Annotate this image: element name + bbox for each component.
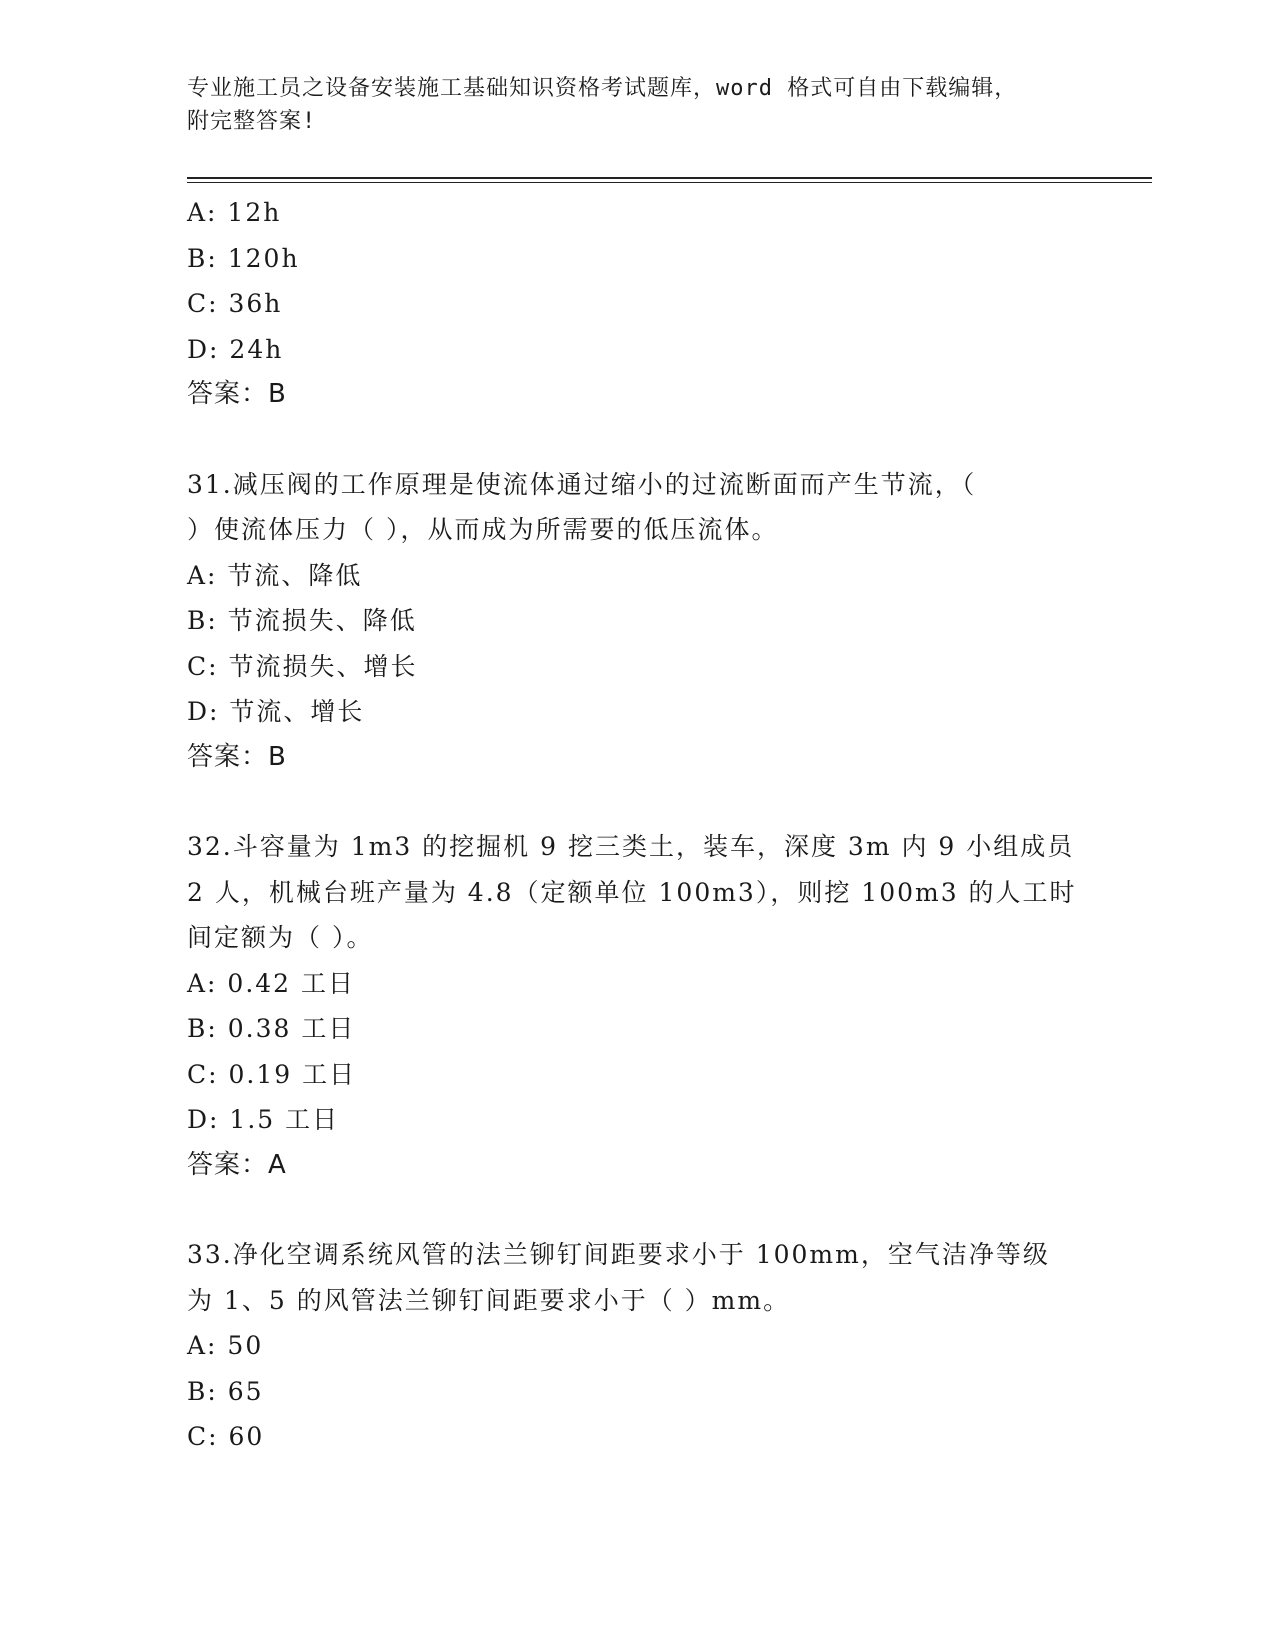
option-a: A: 节流、降低 — [187, 560, 363, 590]
option-a: A: 0.42 工日 — [187, 968, 356, 998]
answer-label: 答案：B — [187, 379, 287, 409]
question-33 — [187, 1232, 1087, 1460]
option-c: C: 36h — [187, 289, 283, 318]
spacer — [187, 1188, 1087, 1232]
option-c: C: 0.19 工日 — [187, 1059, 357, 1089]
option-b: B: 节流损失、降低 — [187, 606, 417, 635]
question-32 — [187, 824, 1087, 1188]
spacer — [187, 418, 1087, 462]
option-d: D: 节流、增长 — [187, 697, 365, 726]
answer-label: 答案：A — [187, 1149, 287, 1180]
option-a: A: 12h — [187, 198, 282, 227]
option-d: D: 1.5 工日 — [187, 1105, 340, 1134]
option-d: D: 24h — [187, 334, 284, 364]
question-stem-line: 间定额为（ ）。 — [187, 923, 374, 952]
header-rule-thick — [187, 177, 1152, 179]
question-stem-line: 31.减压阀的工作原理是使流体通过缩小的过流断面而产生节流，（ — [187, 469, 977, 499]
question-stem-line: 33.净化空调系统风管的法兰铆钉间距要求小于 100mm，空气洁净等级 — [187, 1240, 1050, 1269]
option-c: C: 60 — [187, 1422, 265, 1451]
spacer — [187, 780, 1087, 824]
header-line-1: 专业施工员之设备安装施工基础知识资格考试题库，word 格式可自由下载编辑， — [187, 76, 1018, 101]
question-stem-line: 32.斗容量为 1m3 的挖掘机 9 挖三类土，装车，深度 3m 内 9 小组成员 — [187, 832, 1075, 861]
question-30 — [187, 190, 1087, 418]
question-list — [187, 190, 1087, 1460]
question-stem-line: 为 1、5 的风管法兰铆钉间距要求小于（ ）mm。 — [187, 1285, 791, 1315]
question-stem-line: 2 人，机械台班产量为 4.8（定额单位 100m3），则挖 100m3 的人工时 — [187, 877, 1077, 907]
page-header — [187, 72, 1087, 138]
header-rule-thin — [187, 182, 1152, 183]
question-31 — [187, 462, 1087, 781]
answer-label: 答案：B — [187, 741, 287, 772]
option-b: B: 65 — [187, 1376, 264, 1406]
option-a: A: 50 — [187, 1331, 264, 1360]
option-b: B: 0.38 工日 — [187, 1014, 356, 1043]
option-c: C: 节流损失、增长 — [187, 651, 418, 681]
question-stem-line: ）使流体压力（ ），从而成为所需要的低压流体。 — [187, 515, 779, 544]
option-b: B: 120h — [187, 243, 300, 273]
header-line-2: 附完整答案! — [187, 109, 317, 134]
